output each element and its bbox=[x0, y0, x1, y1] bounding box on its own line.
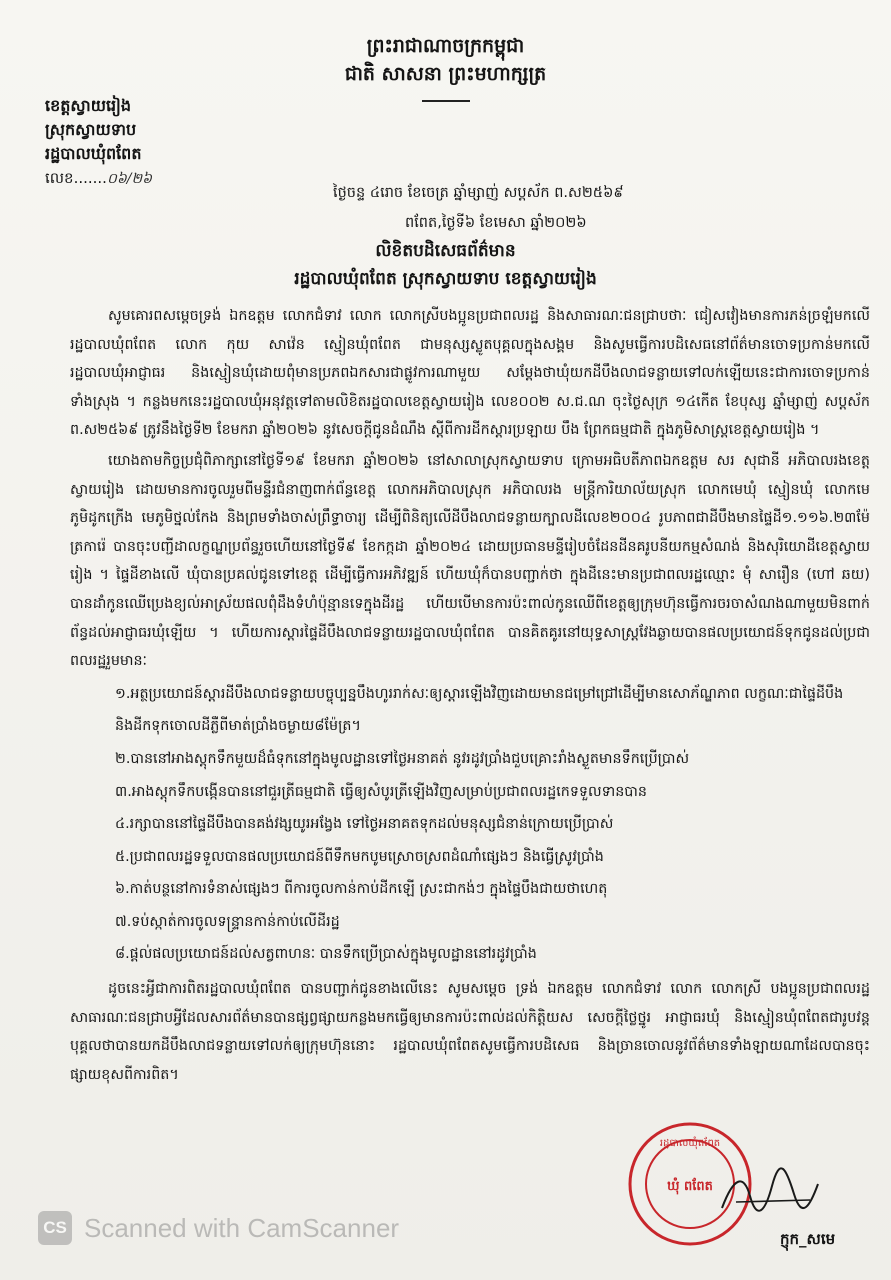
date-block bbox=[333, 178, 773, 238]
title-sub: រដ្ឋបាលឃុំពពែត ស្រុកស្វាយទាប ខេត្តស្វាយរៀង bbox=[294, 269, 597, 289]
national-header bbox=[0, 32, 891, 102]
document-title bbox=[0, 238, 891, 294]
camscanner-logo-icon: CS bbox=[38, 1211, 72, 1245]
solar-date: ពពែត,ថ្ងៃទី៦ ខែមេសា ឆ្នាំ២០២៦ bbox=[405, 215, 587, 231]
header-divider bbox=[422, 100, 470, 102]
reference-number bbox=[45, 166, 305, 191]
letter-body bbox=[70, 302, 870, 1091]
camscanner-watermark bbox=[38, 1208, 399, 1248]
list-item: ៣.អាងស្តុកទឹកបង្កើនបាននៅជួរត្រីធម្មជាតិ ធ្វើឲ្យសំបូរត្រីឡើងវិញសម្រាប់ប្រជាពលរដ្ឋកេទទួលទានបាន bbox=[115, 783, 647, 800]
paragraph-intro: សូមគោរពសម្តេចទ្រង់ ឯកឧត្តម លោកជំទាវ លោក លោកស្រីបងប្អូនប្រជាពលរដ្ឋ និងសាធារណៈជនជ្រាបថាៈ ជៀសវៀងមានការភន់ច្រឡំមកលើរដ្ឋបាលឃុំពពែត លោក កុយ សាវ៉េន ស្មៀនឃុំពពែត ជាមនុស្សស្លូតបុគ្គលក្នុងសង្គម និងសូមធ្វើការបដិសេធនៅព័ត៌មានចោទប្រកាន់មកលើរដ្ឋបាលឃុំអាជ្ញាធរ និងស្មៀនឃុំដោយពុំមានប្រភពឯកសារជាផ្លូវការណាមួយ សម្តែងថាឃុំយកដីបឹងលាជទន្លាយទៅលក់ឡើយនេះជាការចោទប្រកាន់ទាំងស្រុង ។ កន្លងមកនេះរដ្ឋបាលឃុំអនុវត្តទៅតាមលិខិតរដ្ឋបាលខេត្តស្វាយរៀង លេខ០០២ ស.ជ.ណ ចុះថ្ងៃសុក្រ ១៤កើត ខែបុស្ស ឆ្នាំម្សាញ់ សប្តស័ក ព.ស២៥៦៩ ត្រូវនឹងថ្ងៃទី២ ខែមករា ឆ្នាំ២០២៦ នូវសេចក្តីជូនដំណឹង ស្តីពីការដីកស្តារប្រឡាយ បឹង ព្រែកធម្មជាតិ ក្នុងភូមិសាស្ត្រខេត្តស្វាយរៀង ។ bbox=[70, 308, 870, 439]
list-item: ៤.រក្សាបាននៅផ្ទៃដីបឹងបានគង់វង្សយូរអង្វែង ទៅថ្ងៃអនាគតទុកដល់មនុស្សជំនាន់ក្រោយប្រើប្រាស់ bbox=[115, 816, 614, 833]
lunar-date: ថ្ងៃចន្ទ ៤រោច ខែចេត្រ ឆ្នាំម្សាញ់ សប្តស័ក ព.ស២៥៦៩ bbox=[333, 185, 624, 201]
list-item: ៧.ទប់ស្កាត់ការចូលទន្ទ្រានកាន់កាប់លើដីរដ្ឋ bbox=[115, 913, 340, 930]
camscanner-text: Scanned with CamScanner bbox=[84, 1212, 400, 1243]
issuer-district: ស្រុកស្វាយទាប bbox=[45, 120, 137, 139]
reference-handwritten: ០៦/២៦ bbox=[106, 171, 153, 187]
title-main: លិខិតបដិសេធព័ត៌មាន bbox=[375, 241, 516, 261]
national-motto: ជាតិ សាសនា ព្រះមហាក្សត្រ bbox=[344, 63, 547, 85]
issuer-province: ខេត្តស្វាយរៀង bbox=[45, 96, 132, 115]
list-item: ៥.ប្រជាពលរដ្ឋទទួលបានផលប្រយោជន៍ពីទឹកមកបូមស្រោចស្រពដំណាំផ្សេងៗ និងធ្វើស្រូវប្រាំង bbox=[115, 848, 604, 865]
issuer-block bbox=[45, 94, 305, 191]
issuer-commune: រដ្ឋបាលឃុំពពែត bbox=[45, 144, 142, 163]
list-item: ១.អត្ថប្រយោជន៍ស្តារដីបឹងលាជទន្លាយបច្ចុប្បន្នបឹងហូររាក់សៈឲ្យស្តារឡើងវិញដោយមានជម្រៅជ្រៅដើម្បីមានសោភ័ណ្ឌភាព លក្ខណៈជាផ្ទៃដីបឹង និងដីកទុកចោលដីភ្លឺពីមាត់ប្រាំងចម្ងាយ៨ម៉ែត្រ។ bbox=[115, 685, 844, 735]
stamp-top-text: រដ្ឋបាលឃុំពពែត bbox=[659, 1138, 721, 1149]
signer-label: ក្ញុក_សមេ bbox=[780, 1230, 836, 1248]
benefits-list bbox=[70, 678, 870, 971]
list-item: ២.បាននៅអាងស្តុកទឹកមួយដ៏ធំទុកនៅក្នុងមូលដ្ឋានទៅថ្ងៃអនាគត់ នូវរដូវប្រាំងជួបគ្រោះរាំងស្ងួតមានទឹកប្រើប្រាស់ bbox=[115, 750, 690, 767]
handwritten-signature bbox=[714, 1156, 824, 1226]
reference-label: លេខ....... bbox=[45, 169, 107, 187]
paragraph-meeting: យោងតាមកិច្ចប្រជុំពិភាក្សានៅថ្ងៃទី១៩ ខែមករា ឆ្នាំ២០២៦ នៅសាលាស្រុកស្វាយទាប ក្រោមអធិបតីភាពឯកឧត្តម សរ សុជានី អភិបាលរងខេត្តស្វាយរៀង ដោយមានការចូលរួមពីមន្ទីរជំនាញពាក់ព័ន្ធខេត្ត លោកអភិបាលស្រុក អភិបាលរង មន្ត្រីការិយាល័យស្រុក លោកមេឃុំ ស្មៀនឃុំ លោកមេភូមិដូកក្រើង មេភូមិថ្នល់កែង និងព្រមទាំងចាស់ព្រឹទ្ធាចារ្យ ដើម្បីពិនិត្យលើដីបឹងលាជទន្លាយក្បាលដីលេខ២០០៤ រូបភាពជាដីបឹងមានផ្ទៃដី១.១១៦.២៣ម៉ែត្រការ៉េ បានចុះបញ្ជីដាលក្ខណ្ឌប្រព័ន្ធរួចហើយនៅថ្ងៃទី៩ ខែកក្កដា ឆ្នាំ២០២៤ ដោយប្រធានមន្ទីរៀបចំដែនដីនគរូបនីយកម្មសំណង់ និងសុរិយោដីខេត្តស្វាយរៀង ។ ផ្ទៃដីខាងលើ ឃុំបានប្រគល់ជូនទៅខេត្ត ដើម្បីធ្វើការអភិវឌ្ឍន៍ ហើយឃុំក៏បានបញ្ជាក់ថា ក្នុងដីនេះមានប្រជាពលរដ្ឋឈ្មោះ មុំ សារឿន (ហៅ ឆយ) បានដាំកូនឈើប្រេងខ្យល់អាស្រ័យផលពុំដឹងទំហំប៉ុន្មានទេក្នុងដីរដ្ឋ ហើយបើមានការប៉ះពាល់កូនឈើពីខេត្តឲ្យក្រុមហ៊ុនធ្វើការចរចាសំណងណាមួយមិនពាក់ព័ន្ធដល់អាជ្ញាធរឃុំឡើយ ។ ហើយការស្តារផ្ទៃដីបឹងលាជទន្លាយរដ្ឋបាលឃុំពពែត បានគិតគូរនៅយុទ្ធសាស្ត្រវែងឆ្ងាយបានផលប្រយោជន៍ទុកជូនដល់ប្រជាពលរដ្ឋរួមមានៈ bbox=[70, 452, 870, 670]
kingdom-title: ព្រះរាជាណាចក្រកម្ពុជា bbox=[366, 35, 525, 57]
list-item: ៨.ផ្តល់ផលប្រយោជន៍ដល់សត្វពាហនៈ បានទឹកប្រើប្រាស់ក្នុងមូលដ្ឋាននៅរដូវប្រាំង bbox=[115, 946, 537, 963]
paragraph-conclusion: ដូចនេះអ្វីជាការពិតរដ្ឋបាលឃុំពពែត បានបញ្ជាក់ជូនខាងលើនេះ សូមសម្តេច ទ្រង់ ឯកឧត្តម លោកជំទាវ លោក លោកស្រី បងប្អូនប្រជាពលរដ្ឋសាធារណៈជនជ្រាបអ្វីដែលសារព័ត៌មានបានផ្សព្វផ្សាយកន្លងមកធ្វើឲ្យមានការប៉ះពាល់ដល់កិត្តិយស សេចក្តីថ្លៃថ្នូរ អាជ្ញាធរឃុំ និងស្មៀនឃុំពពែតជារូបវន្តបុគ្គលថាបានយកដីបឹងលាជទន្លាយទៅលក់ឲ្យក្រុមហ៊ុននោះ រដ្ឋបាលឃុំពពែតសូមធ្វើការបដិសេធ និងច្រានចោលនូវព័ត៌មានទាំងឡាយណាដែលបានចុះផ្សាយខុសពីការពិត។ bbox=[70, 981, 870, 1083]
list-item: ៦.កាត់បន្ថនៅការទំនាស់ផ្សេងៗ ពីការចូលកាន់កាប់ដីកឡើ ស្រះជាកង់ៗ ក្នុងផ្ទៃបឹងជាយថាហេតុ bbox=[115, 881, 608, 898]
stamp-center-text: ឃុំ ពពែត bbox=[667, 1179, 713, 1194]
